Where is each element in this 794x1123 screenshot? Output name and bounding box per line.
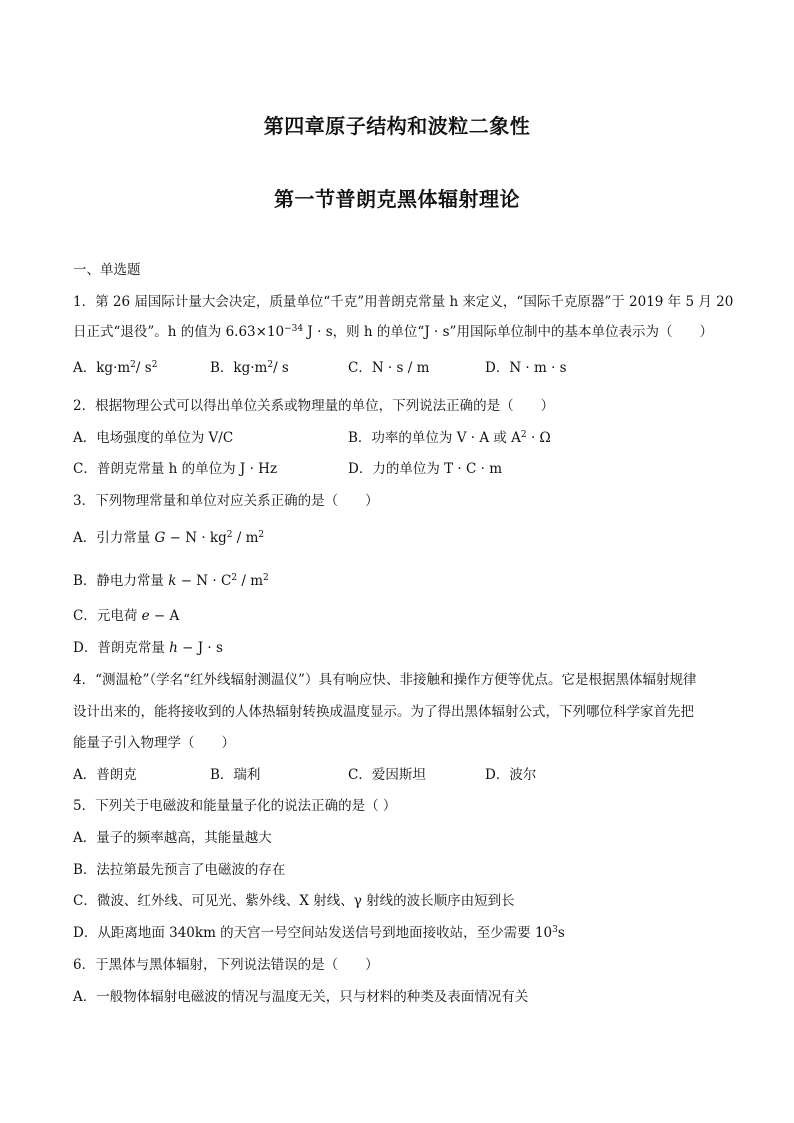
q2-option-b: B．功率的单位为 V · A 或 $A^2 \cdot \Omega$ — [348, 430, 551, 446]
q4-option-c: C．爱因斯坦 — [348, 767, 426, 783]
q1-option-d: D．N · m · s — [485, 360, 567, 376]
q6-stem: 6．于黑体与黑体辐射，下列说法错误的是（ ） — [73, 957, 379, 973]
q5-stem: 5．下列关于电磁波和能量量子化的说法正确的是（ ） — [73, 798, 397, 814]
chapter-title: 第四章原子结构和波粒二象性 — [263, 114, 531, 138]
q5-option-b: B．法拉第最先预言了电磁波的存在 — [73, 862, 286, 878]
q1-option-a: A．$kg\cdot m^2/$ $s^2$ — [73, 360, 158, 376]
q1-stem-line2: 日正式“退役”。h 的值为 $6.63\times 10^{-34}$ J · s，则 h 的单位“J · s”用国际单位制中的基本单位表示为（ ） — [73, 324, 713, 340]
q1-stem-line1: 1．第 26 届国际计量大会决定，质量单位“千克”用普朗克常量 h 来定义，“国际千克原器”于 2019 年 5 月 20 — [73, 294, 734, 310]
q3-option-b: B．静电力常量 $k - N \cdot C^2 / m^2$ — [73, 573, 269, 589]
q6-option-a: A．一般物体辐射电磁波的情况与温度无关，只与材料的种类及表面情况有关 — [73, 989, 529, 1005]
q4-option-a: A．普朗克 — [73, 767, 137, 783]
q2-option-c: C．普朗克常量 h 的单位为 J · Hz — [73, 461, 278, 477]
q4-option-b: B．瑞利 — [210, 767, 261, 783]
q4-stem-line1: 4．“测温枪”（学名“红外线辐射测温仪”）具有响应快、非接触和操作方便等优点。它是根据黑体辐射规律 — [73, 672, 697, 688]
q5-option-c: C．微波、红外线、可见光、紫外线、X 射线、γ 射线的波长顺序由短到长 — [73, 893, 515, 909]
q4-stem-line3: 能量子引入物理学（ ） — [73, 735, 235, 751]
q2-option-d: D．力的单位为 T · C · m — [348, 461, 502, 477]
q2-option-a: A．电场强度的单位为 V/C — [73, 430, 234, 446]
q5-option-a: A．量子的频率越高，其能量越大 — [73, 830, 272, 846]
q1-option-c: C．N · s / m — [348, 360, 430, 376]
section-title: 第一节普朗克黑体辐射理论 — [274, 187, 520, 211]
q3-option-d: D．普朗克常量 h − J · s — [73, 640, 223, 656]
q5-option-d: D．从距离地面 340km 的天宫一号空间站发送信号到地面接收站，至少需要 $10^3s$ — [73, 925, 565, 941]
q4-option-d: D．波尔 — [485, 767, 537, 783]
exponent: −34 — [284, 324, 304, 334]
section-label: 一、单选题 — [73, 262, 141, 278]
q1-option-b: B．$kg\cdot m^2/$ s — [210, 360, 289, 376]
q3-option-c: C．元电荷 e − A — [73, 608, 180, 624]
q3-option-a: A．引力常量 $G - N \cdot kg^2 / m^2$ — [73, 530, 265, 546]
q2-stem: 2．根据物理公式可以得出单位关系或物理量的单位，下列说法正确的是（ ） — [73, 398, 555, 414]
q3-stem: 3．下列物理常量和单位对应关系正确的是（ ） — [73, 493, 379, 509]
q4-stem-line2: 设计出来的，能将接收到的人体热辐射转换成温度显示。为了得出黑体辐射公式，下列哪位科学家首先把 — [73, 704, 694, 720]
